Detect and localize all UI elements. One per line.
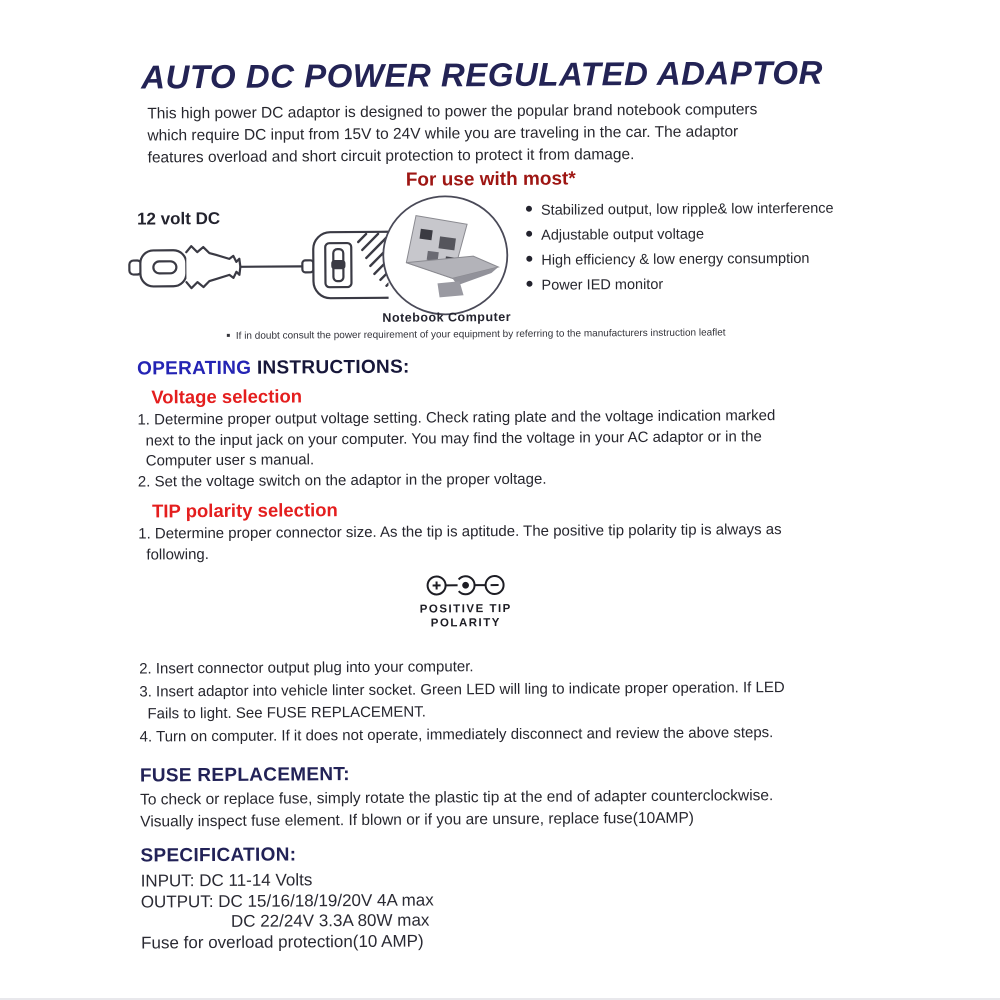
- feature-item: [526, 276, 834, 303]
- bullet-icon: [526, 206, 532, 212]
- feature-item: [526, 251, 834, 278]
- specification-text: [141, 866, 1000, 954]
- polarity-diagram-inner: [419, 573, 512, 631]
- fuse-line: Visually inspect fuse element. If blown or if you are unsure, replace fuse(10AMP): [140, 809, 694, 831]
- step-line: 1. Determine proper connector size. As the tip is aptitude. The positive tip polarity tip is always as: [138, 521, 782, 543]
- step-line: 2. Set the voltage switch on the adaptor in the proper voltage.: [137, 470, 547, 491]
- feature-text: Adjustable output voltage: [541, 226, 705, 244]
- bullet-icon: [526, 256, 532, 262]
- fuse-replacement-text: [140, 784, 1000, 834]
- voltage-selection-steps: [137, 405, 1000, 493]
- step-line: next to the input jack on your computer. You may find the voltage in your AC adaptor or in the: [145, 427, 762, 449]
- specification-heading: SPECIFICATION:: [140, 844, 297, 867]
- step-line: 3. Insert adaptor into vehicle linter socket. Green LED will ling to indicate proper operation. If LED: [139, 678, 785, 701]
- footnote: [227, 327, 726, 341]
- heading-word: OPERATING: [137, 357, 252, 380]
- feature-text: High efficiency & low energy consumption: [541, 250, 810, 269]
- notebook-caption: Notebook Computer: [382, 309, 512, 325]
- step-line: Fails to light. See FUSE REPLACEMENT.: [147, 703, 426, 723]
- intro-line: features overload and short circuit protection to protect it from damage.: [147, 146, 635, 167]
- polarity-label-line1: POSITIVE TIP: [419, 602, 512, 616]
- intro-line: This high power DC adaptor is designed to power the popular brand notebook computers: [147, 101, 758, 123]
- spec-fuse-line: Fuse for overload protection(10 AMP): [141, 931, 424, 953]
- tagline: For use with most*: [405, 168, 576, 191]
- page-title: AUTO DC POWER REGULATED ADAPTOR: [141, 53, 823, 96]
- positive-tip-polarity-icon: [424, 573, 506, 598]
- bullet-icon: [526, 281, 532, 287]
- operation-steps: [139, 653, 1000, 749]
- footnote-text: If in doubt consult the power requirement of your equipment by referring to the manufacturers instruction leaflet: [235, 327, 726, 342]
- step-line: 4. Turn on computer. If it does not operate, immediately disconnect and review the above steps.: [139, 723, 774, 746]
- fuse-replacement-heading: FUSE REPLACEMENT:: [139, 764, 350, 787]
- footnote-bullet-icon: [227, 334, 230, 337]
- feature-list: [526, 201, 834, 303]
- spec-output-line1: OUTPUT: DC 15/16/18/19/20V 4A max: [140, 889, 434, 912]
- feature-item: [526, 226, 834, 253]
- spec-output-line2: DC 22/24V 3.3A 80W max: [230, 910, 430, 931]
- step-line: Computer user s manual.: [145, 451, 315, 470]
- figure-row: [0, 190, 999, 347]
- feature-text: Stabilized output, low ripple& low interference: [540, 200, 834, 219]
- step-line: 1. Determine proper output voltage setting. Check rating plate and the voltage indication marked: [137, 407, 776, 429]
- step-line: following.: [146, 545, 209, 563]
- tip-polarity-steps: [138, 519, 1000, 566]
- tip-polarity-heading: TIP polarity selection: [151, 499, 338, 522]
- feature-text: Power IED monitor: [541, 276, 664, 294]
- heading-word: INSTRUCTIONS:: [256, 356, 410, 379]
- operating-instructions-heading: [137, 353, 999, 381]
- polarity-diagram: [1, 570, 1000, 635]
- step-line: 2. Insert connector output plug into your computer.: [139, 658, 474, 678]
- fuse-line: To check or replace fuse, simply rotate the plastic tip at the end of adapter counterclockwise.: [140, 787, 774, 809]
- polarity-label-line2: POLARITY: [430, 616, 501, 630]
- spec-input-line: INPUT: DC 11-14 Volts: [140, 870, 313, 891]
- intro-paragraph: [147, 98, 997, 170]
- bullet-icon: [526, 231, 532, 237]
- feature-item: [526, 201, 834, 228]
- voltage-selection-heading: Voltage selection: [151, 385, 303, 408]
- notebook-computer-photo: [379, 193, 512, 322]
- plug-voltage-label: 12 volt DC: [136, 208, 221, 229]
- car-lighter-plug-icon: [126, 220, 389, 314]
- intro-line: which require DC input from 15V to 24V while you are traveling in the car. The adaptor: [147, 123, 739, 145]
